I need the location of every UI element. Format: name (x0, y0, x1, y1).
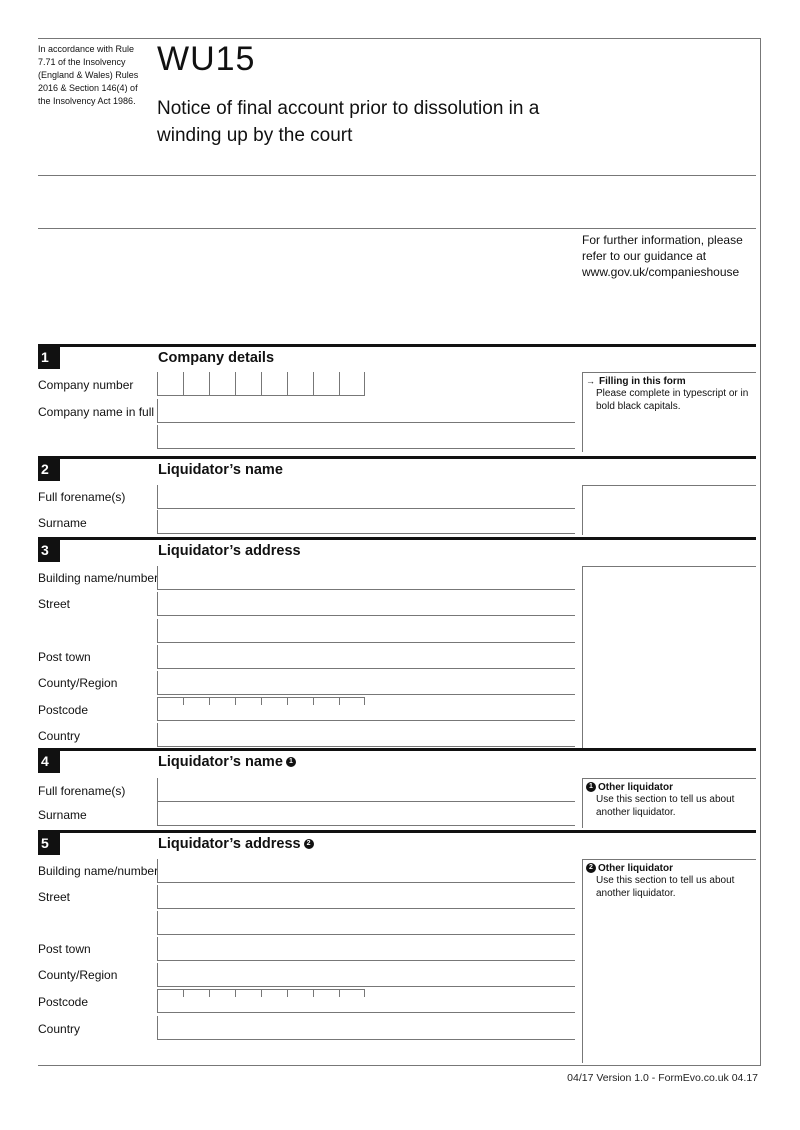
forename-label: Full forename(s) (38, 490, 126, 504)
section-number: 5 (38, 833, 60, 855)
street-input-line-2[interactable] (157, 911, 575, 935)
county-input[interactable] (157, 671, 575, 695)
postcode-label: Postcode (38, 703, 89, 717)
country-input[interactable] (157, 1016, 575, 1040)
post-town-label: Post town (38, 942, 91, 956)
section-rule (38, 830, 756, 833)
section-number: 3 (38, 540, 60, 562)
legal-note: In accordance with Rule 7.71 of the Insolvency (England & Wales) Rules 2016 & Section 146(4) of the Insolvency Act 1986. (38, 44, 139, 106)
guidance-body: Use this section to tell us about another liquidator. (596, 794, 735, 818)
guidance-body: Please complete in typescript or in bold black capitals. (596, 388, 749, 412)
section-title (158, 836, 314, 852)
postcode-label: Postcode (38, 995, 89, 1009)
section-rule (38, 344, 756, 347)
building-label: Building name/number (38, 571, 159, 585)
forename-input[interactable] (157, 778, 575, 802)
note-marker-icon: 1 (286, 757, 296, 767)
form-title: Notice of final account prior to dissolution in a winding up by the court (157, 98, 540, 146)
building-label: Building name/number (38, 864, 159, 878)
footer-version: 04/17 Version 1.0 - FormEvo.co.uk 04.17 (567, 1072, 758, 1084)
page-top-border (38, 38, 760, 39)
street-label: Street (38, 890, 71, 904)
country-label: Country (38, 729, 81, 743)
building-input[interactable] (157, 566, 575, 590)
company-name-input[interactable] (157, 399, 575, 423)
company-name-label: Company name in full (38, 405, 155, 419)
street-input[interactable] (157, 885, 575, 909)
surname-input[interactable] (157, 510, 575, 534)
section-rule (38, 537, 756, 540)
side-panel (582, 485, 756, 535)
page-right-border (760, 38, 761, 1066)
company-number-label: Company number (38, 378, 134, 392)
surname-input[interactable] (157, 802, 575, 826)
guidance-panel (582, 372, 756, 452)
postcode-input[interactable] (157, 697, 365, 721)
building-input[interactable] (157, 859, 575, 883)
guidance-heading: Other liquidator (598, 863, 673, 874)
country-label: Country (38, 1022, 81, 1036)
section-number: 4 (38, 751, 60, 773)
county-label: County/Region (38, 968, 118, 982)
guidance-panel (582, 778, 756, 828)
note-marker-icon: 2 (304, 839, 314, 849)
note-marker-icon: 2 (586, 863, 596, 873)
further-info: For further information, please refer to our guidance at www.gov.uk/companieshouse (582, 233, 743, 279)
form-code: WU15 (157, 40, 256, 78)
forename-label: Full forename(s) (38, 784, 126, 798)
section-title: Company details (158, 350, 275, 366)
section-title-text: Liquidator’s name (158, 754, 283, 770)
guidance-body: Use this section to tell us about another liquidator. (596, 875, 735, 899)
street-input[interactable] (157, 592, 575, 616)
note-marker-icon: 1 (586, 782, 596, 792)
section-title (158, 754, 296, 770)
post-town-input[interactable] (157, 645, 575, 669)
forename-input[interactable] (157, 485, 575, 509)
section-title: Liquidator’s name (158, 462, 283, 478)
street-label: Street (38, 597, 71, 611)
county-label: County/Region (38, 676, 118, 690)
section-number: 2 (38, 459, 60, 481)
header-divider (38, 175, 756, 176)
guidance-panel (582, 859, 756, 1063)
post-town-input[interactable] (157, 937, 575, 961)
footer-divider (38, 1065, 760, 1066)
post-town-label: Post town (38, 650, 91, 664)
section-number: 1 (38, 347, 60, 369)
company-name-input-line-2[interactable] (157, 425, 575, 449)
section-rule (38, 456, 756, 459)
arrow-right-icon: → (586, 376, 595, 386)
county-input[interactable] (157, 963, 575, 987)
section-title: Liquidator’s address (158, 543, 301, 559)
section-title-text: Liquidator’s address (158, 836, 301, 852)
side-panel (582, 566, 756, 748)
section-rule (38, 748, 756, 751)
country-input[interactable] (157, 723, 575, 747)
guidance-heading: Filling in this form (599, 376, 686, 387)
street-input-line-2[interactable] (157, 619, 575, 643)
surname-label: Surname (38, 808, 87, 822)
postcode-input[interactable] (157, 989, 365, 1013)
surname-label: Surname (38, 516, 87, 530)
header-divider (38, 228, 756, 229)
company-number-input[interactable] (157, 372, 365, 396)
guidance-heading: Other liquidator (598, 782, 673, 793)
